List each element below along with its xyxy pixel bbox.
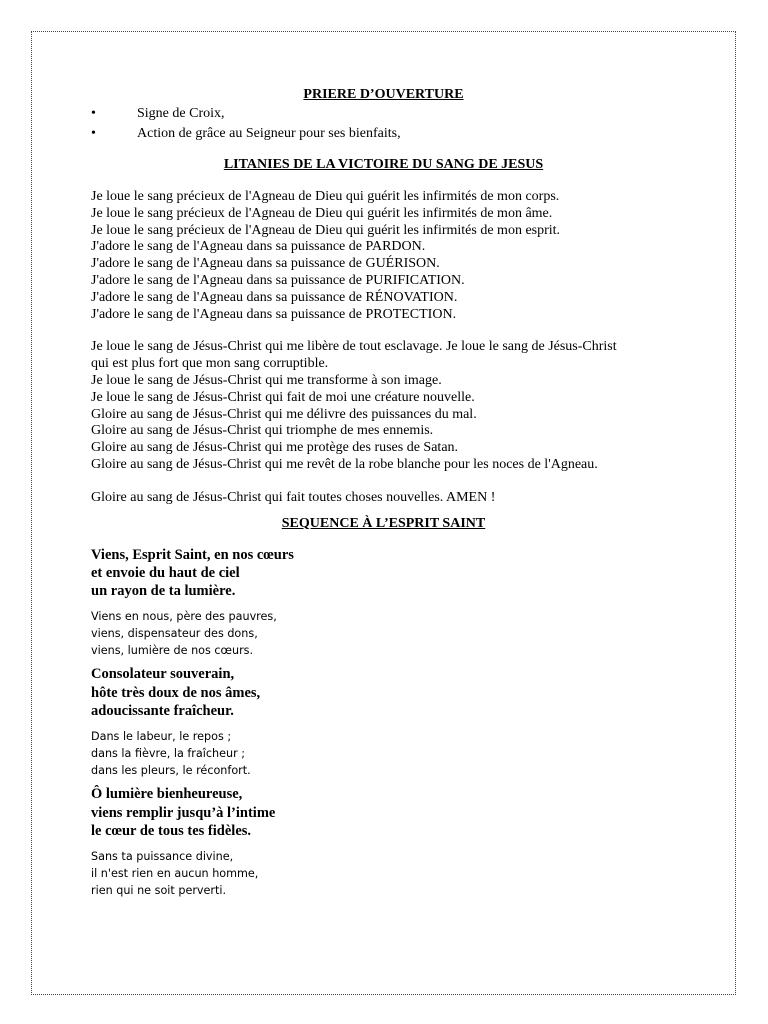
litany-line: Je loue le sang précieux de l'Agneau de Dieu qui guérit les infirmités de mon corps.: [91, 189, 560, 204]
stanza-line: et envoie du haut de ciel: [91, 564, 240, 581]
litany-line: Je loue le sang précieux de l'Agneau de Dieu qui guérit les infirmités de mon âme.: [91, 205, 553, 221]
litany-line: J'adore le sang de l'Agneau dans sa puissance de PURIFICATION.: [91, 272, 465, 288]
litanies-block-2: [91, 339, 691, 473]
stanza-line: le cœur de tous tes fidèles.: [91, 822, 252, 839]
litanies-title: LITANIES DE LA VICTOIRE DU SANG DE JESUS: [223, 157, 544, 172]
stanza-line: viens, lumière de nos cœurs.: [91, 644, 254, 658]
stanza-line: un rayon de ta lumière.: [91, 583, 236, 600]
stanza: [91, 608, 691, 659]
bullet-icon: •: [91, 126, 96, 141]
stanza: [91, 546, 691, 601]
litany-line: J'adore le sang de l'Agneau dans sa puissance de PROTECTION.: [91, 306, 457, 322]
bullet-icon: •: [91, 106, 96, 121]
litany-line: Gloire au sang de Jésus-Christ qui triomphe de mes ennemis.: [91, 423, 434, 439]
stanza-line: Dans le labeur, le repos ;: [91, 730, 232, 744]
stanza-line: Consolateur souverain,: [91, 666, 235, 683]
litany-line: Je loue le sang de Jésus-Christ qui me libère de tout esclavage. Je loue le sang de Jésus-Christ: [91, 339, 617, 355]
litanies-block-1: [91, 189, 691, 323]
stanza-line: Sans ta puissance divine,: [91, 850, 234, 864]
bullet-text: Action de grâce au Seigneur pour ses bienfaits,: [137, 126, 401, 141]
stanza-line: rien qui ne soit perverti.: [91, 884, 227, 898]
stanza-line: Viens en nous, père des pauvres,: [91, 610, 277, 624]
stanza-line: il n'est rien en aucun homme,: [91, 867, 259, 881]
litany-line: Gloire au sang de Jésus-Christ qui me revêt de la robe blanche pour les noces de l'Agneau.: [91, 456, 598, 472]
stanza: [91, 728, 691, 779]
stanza-line: adoucissante fraîcheur.: [91, 703, 234, 720]
stanza: [91, 665, 691, 720]
list-item: [91, 124, 691, 144]
litany-line: Je loue le sang de Jésus-Christ qui fait de moi une créature nouvelle.: [91, 389, 475, 405]
bullet-text: Signe de Croix,: [137, 106, 225, 121]
stanza: [91, 785, 691, 840]
opening-bullet-list: [91, 104, 691, 144]
litany-line: Gloire au sang de Jésus-Christ qui me délivre des puissances du mal.: [91, 406, 477, 422]
document-content: [91, 86, 691, 899]
stanza-line: Viens, Esprit Saint, en nos cœurs: [91, 546, 294, 563]
stanza-line: dans la fièvre, la fraîcheur ;: [91, 747, 246, 761]
litanies-closing: [91, 490, 691, 507]
stanza-line: hôte très doux de nos âmes,: [91, 684, 261, 701]
litany-line: Gloire au sang de Jésus-Christ qui me protège des ruses de Satan.: [91, 440, 459, 456]
opening-prayer-title: PRIERE D’OUVERTURE: [303, 87, 464, 102]
list-item: [91, 104, 691, 124]
stanza: [91, 848, 691, 899]
litany-line: J'adore le sang de l'Agneau dans sa puissance de GUÉRISON.: [91, 256, 440, 272]
litany-line: Je loue le sang de Jésus-Christ qui me transforme à son image.: [91, 372, 442, 388]
litany-line: J'adore le sang de l'Agneau dans sa puissance de RÉNOVATION.: [91, 289, 458, 305]
stanza-line: viens, dispensateur des dons,: [91, 627, 258, 641]
litany-line: qui est plus fort que mon sang corruptible.: [91, 356, 329, 372]
stanza-line: Ô lumière bienheureuse,: [91, 786, 243, 803]
stanza-line: viens remplir jusqu’à l’intime: [91, 804, 276, 821]
sequence-title: SEQUENCE À L’ESPRIT SAINT: [281, 515, 486, 531]
closing-line: Gloire au sang de Jésus-Christ qui fait toutes choses nouvelles. AMEN !: [91, 489, 496, 505]
stanza-line: dans les pleurs, le réconfort.: [91, 764, 251, 778]
litany-line: J'adore le sang de l'Agneau dans sa puissance de PARDON.: [91, 239, 426, 255]
litany-line: Je loue le sang précieux de l'Agneau de Dieu qui guérit les infirmités de mon esprit.: [91, 222, 561, 238]
